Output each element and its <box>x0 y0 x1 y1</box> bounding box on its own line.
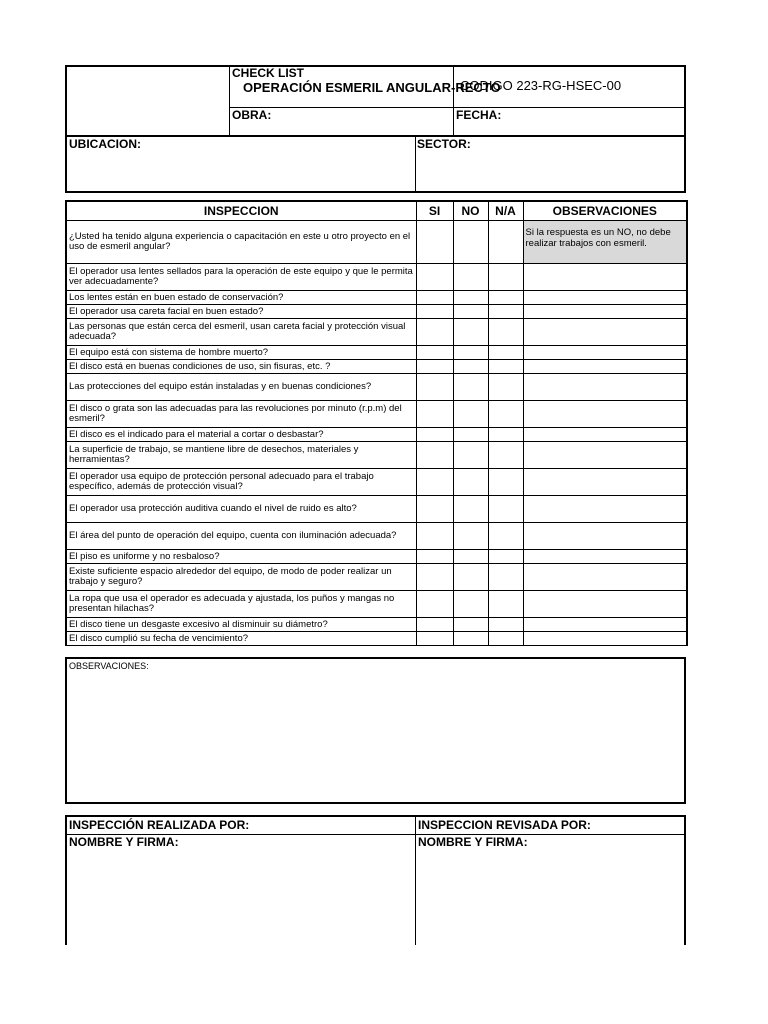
na-cell[interactable] <box>488 319 523 346</box>
si-cell[interactable] <box>416 618 453 632</box>
ubicacion-label: UBICACION: <box>69 137 141 151</box>
na-cell[interactable] <box>488 221 523 264</box>
table-row <box>66 550 687 564</box>
table-row <box>66 374 687 401</box>
si-cell[interactable] <box>416 221 453 264</box>
table-row <box>66 221 687 264</box>
name-sign-right-label: NOMBRE Y FIRMA: <box>418 835 528 849</box>
table-row <box>66 291 687 305</box>
table-row <box>66 346 687 360</box>
si-cell[interactable] <box>416 469 453 496</box>
no-cell[interactable] <box>453 221 488 264</box>
table-row <box>66 591 687 618</box>
no-cell[interactable] <box>453 496 488 523</box>
observation-note: Si la respuesta es un NO, no debe realizar trabajos con esmeril. <box>523 221 687 264</box>
si-cell[interactable] <box>416 442 453 469</box>
na-cell[interactable] <box>488 591 523 618</box>
na-cell[interactable] <box>488 496 523 523</box>
question-text: El disco o grata son las adecuadas para las revoluciones por minuto (r.p.m) del esmeril? <box>66 401 416 428</box>
table-row <box>66 319 687 346</box>
si-cell[interactable] <box>416 496 453 523</box>
question-text: El equipo está con sistema de hombre muerto? <box>66 346 416 360</box>
no-cell[interactable] <box>453 428 488 442</box>
question-text: Existe suficiente espacio alrededor del equipo, de modo de poder realizar un trabajo y seguro? <box>66 564 416 591</box>
question-text: La superficie de trabajo, se mantiene libre de desechos, materiales y herramientas? <box>66 442 416 469</box>
na-cell[interactable] <box>488 264 523 291</box>
question-text: El disco cumplió su fecha de vencimiento? <box>66 632 416 646</box>
table-row <box>66 305 687 319</box>
observation-cell[interactable] <box>523 550 687 564</box>
col-inspeccion: INSPECCION <box>66 201 416 221</box>
no-cell[interactable] <box>453 374 488 401</box>
form-code: CODIGO 223-RG-HSEC-00 <box>460 78 622 93</box>
observation-cell[interactable] <box>523 319 687 346</box>
no-cell[interactable] <box>453 550 488 564</box>
table-row <box>66 401 687 428</box>
no-cell[interactable] <box>453 442 488 469</box>
signature-block <box>65 815 686 945</box>
col-observaciones: OBSERVACIONES <box>523 201 687 221</box>
divider <box>453 107 454 135</box>
observation-cell[interactable] <box>523 305 687 319</box>
observations-box[interactable] <box>65 657 686 804</box>
question-text: La ropa que usa el operador es adecuada y ajustada, los puños y mangas no presentan hilachas? <box>66 591 416 618</box>
na-cell[interactable] <box>488 374 523 401</box>
si-cell[interactable] <box>416 291 453 305</box>
observation-cell[interactable] <box>523 374 687 401</box>
observation-cell[interactable] <box>523 632 687 646</box>
no-cell[interactable] <box>453 305 488 319</box>
inspection-table <box>65 200 688 646</box>
no-cell[interactable] <box>453 523 488 550</box>
observations-label: OBSERVACIONES: <box>69 661 149 671</box>
question-text: El operador usa careta facial en buen estado? <box>66 305 416 319</box>
observation-cell[interactable] <box>523 360 687 374</box>
table-row <box>66 496 687 523</box>
observation-cell[interactable] <box>523 591 687 618</box>
si-cell[interactable] <box>416 428 453 442</box>
na-cell[interactable] <box>488 469 523 496</box>
observation-cell[interactable] <box>523 469 687 496</box>
no-cell[interactable] <box>453 401 488 428</box>
fecha-label: FECHA: <box>456 108 502 122</box>
name-sign-left-label: NOMBRE Y FIRMA: <box>69 835 179 849</box>
na-cell[interactable] <box>488 346 523 360</box>
question-text: El disco tiene un desgaste excesivo al disminuir su diámetro? <box>66 618 416 632</box>
no-cell[interactable] <box>453 264 488 291</box>
divider <box>415 817 416 945</box>
question-text: El piso es uniforme y no resbaloso? <box>66 550 416 564</box>
si-cell[interactable] <box>416 564 453 591</box>
na-cell[interactable] <box>488 305 523 319</box>
table-row <box>66 360 687 374</box>
si-cell[interactable] <box>416 550 453 564</box>
question-text: ¿Usted ha tenido alguna experiencia o capacitación en este u otro proyecto en el uso de esmeril angular? <box>66 221 416 264</box>
question-text: Las protecciones del equipo están instaladas y en buenas condiciones? <box>66 374 416 401</box>
si-cell[interactable] <box>416 305 453 319</box>
divider <box>229 67 230 135</box>
si-cell[interactable] <box>416 374 453 401</box>
table-header-row <box>66 201 687 221</box>
reviewed-by-label: INSPECCION REVISADA POR: <box>418 818 591 832</box>
table-row <box>66 632 687 646</box>
no-cell[interactable] <box>453 618 488 632</box>
performed-by-label: INSPECCIÓN REALIZADA POR: <box>69 818 250 832</box>
observation-cell[interactable] <box>523 401 687 428</box>
question-text: El operador usa lentes sellados para la operación de este equipo y que le permita ver adecuadamente? <box>66 264 416 291</box>
na-cell[interactable] <box>488 632 523 646</box>
na-cell[interactable] <box>488 360 523 374</box>
divider <box>67 135 686 137</box>
question-text: El operador usa protección auditiva cuando el nivel de ruido es alto? <box>66 496 416 523</box>
col-no: NO <box>453 201 488 221</box>
no-cell[interactable] <box>453 291 488 305</box>
na-cell[interactable] <box>488 401 523 428</box>
observation-cell[interactable] <box>523 291 687 305</box>
observation-cell[interactable] <box>523 264 687 291</box>
no-cell[interactable] <box>453 591 488 618</box>
table-row <box>66 442 687 469</box>
na-cell[interactable] <box>488 618 523 632</box>
si-cell[interactable] <box>416 264 453 291</box>
table-row <box>66 428 687 442</box>
observation-cell[interactable] <box>523 442 687 469</box>
form-title: OPERACIÓN ESMERIL ANGULAR-RECTO <box>243 80 501 95</box>
table-row <box>66 618 687 632</box>
table-row <box>66 264 687 291</box>
table-row <box>66 564 687 591</box>
observation-cell[interactable] <box>523 428 687 442</box>
si-cell[interactable] <box>416 632 453 646</box>
si-cell[interactable] <box>416 360 453 374</box>
na-cell[interactable] <box>488 291 523 305</box>
question-text: Las personas que están cerca del esmeril, usan careta facial y protección visual adecuada? <box>66 319 416 346</box>
no-cell[interactable] <box>453 346 488 360</box>
si-cell[interactable] <box>416 346 453 360</box>
no-cell[interactable] <box>453 360 488 374</box>
na-cell[interactable] <box>488 442 523 469</box>
table-row <box>66 523 687 550</box>
si-cell[interactable] <box>416 591 453 618</box>
sector-label: SECTOR: <box>417 137 471 151</box>
observation-cell[interactable] <box>523 618 687 632</box>
na-cell[interactable] <box>488 564 523 591</box>
na-cell[interactable] <box>488 523 523 550</box>
si-cell[interactable] <box>416 401 453 428</box>
no-cell[interactable] <box>453 469 488 496</box>
question-text: El área del punto de operación del equipo, cuenta con iluminación adecuada? <box>66 523 416 550</box>
observation-cell[interactable] <box>523 346 687 360</box>
no-cell[interactable] <box>453 632 488 646</box>
question-text: El operador usa equipo de protección personal adecuado para el trabajo específico, además de protección visual? <box>66 469 416 496</box>
question-text: El disco es el indicado para el material a cortar o desbastar? <box>66 428 416 442</box>
col-na: N/A <box>488 201 523 221</box>
divider <box>415 135 416 193</box>
si-cell[interactable] <box>416 523 453 550</box>
question-text: Los lentes están en buen estado de conservación? <box>66 291 416 305</box>
observation-cell[interactable] <box>523 523 687 550</box>
na-cell[interactable] <box>488 550 523 564</box>
no-cell[interactable] <box>453 319 488 346</box>
table-row <box>66 469 687 496</box>
observation-cell[interactable] <box>523 564 687 591</box>
si-cell[interactable] <box>416 319 453 346</box>
no-cell[interactable] <box>453 564 488 591</box>
na-cell[interactable] <box>488 428 523 442</box>
form-header <box>65 65 686 193</box>
observation-cell[interactable] <box>523 496 687 523</box>
question-text: El disco está en buenas condiciones de uso, sin fisuras, etc. ? <box>66 360 416 374</box>
obra-label: OBRA: <box>232 108 272 122</box>
checklist-label: CHECK LIST <box>232 66 304 80</box>
col-si: SI <box>416 201 453 221</box>
